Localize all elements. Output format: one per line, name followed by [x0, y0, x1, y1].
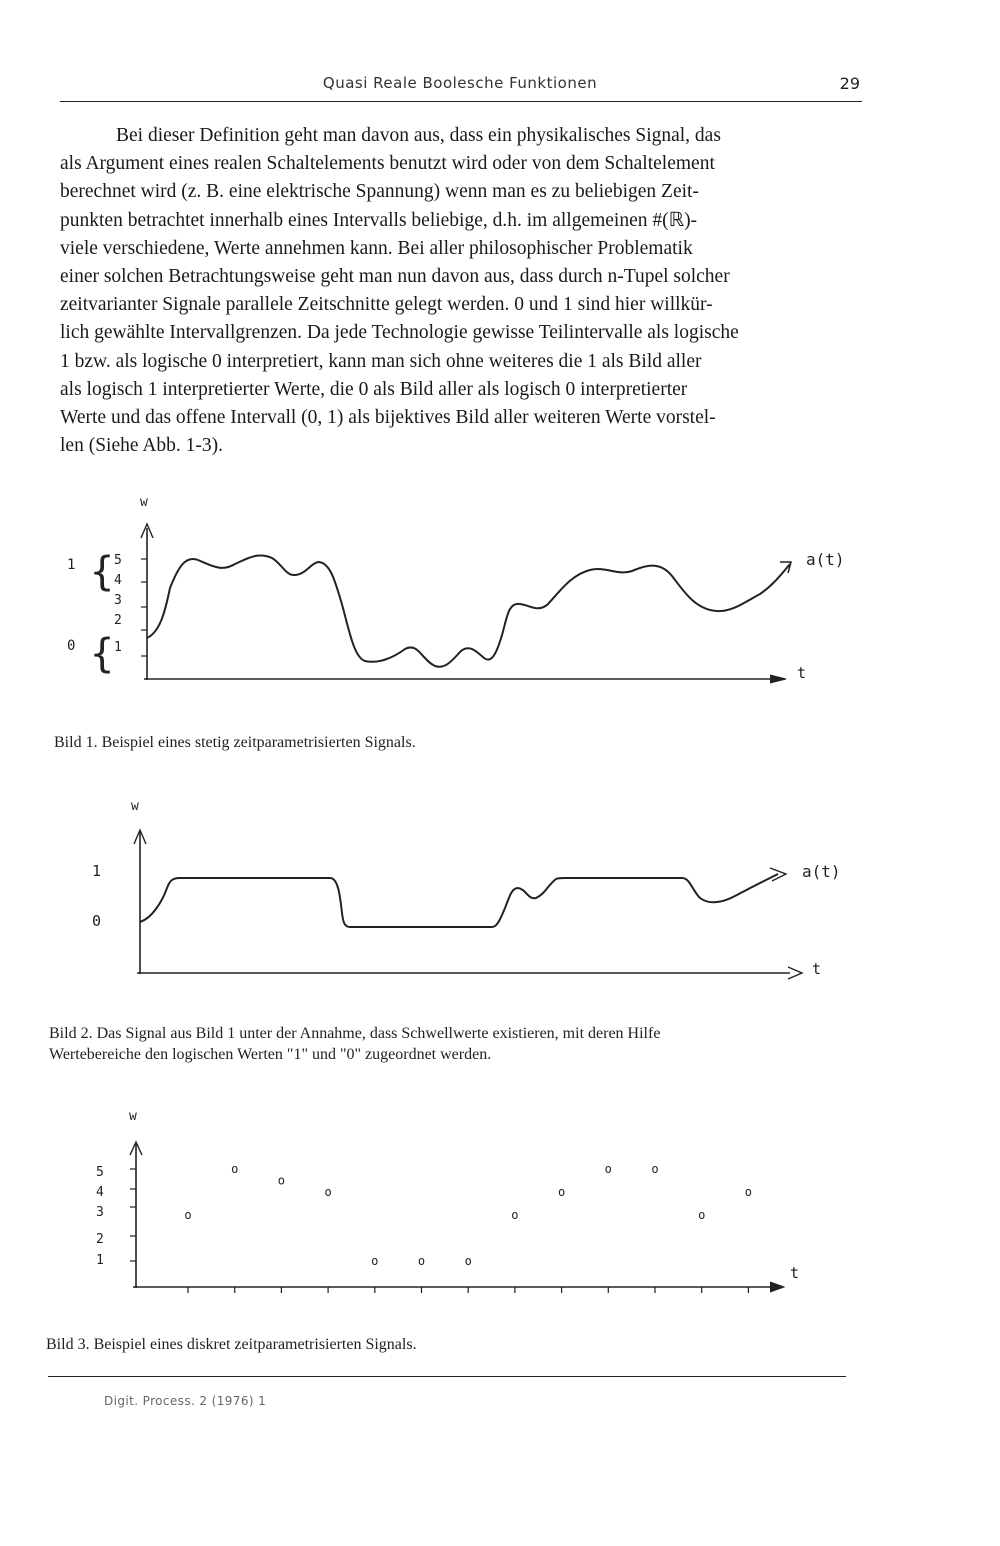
- fig3-tick-label: 2: [96, 1232, 104, 1247]
- header-rule: [60, 101, 862, 102]
- fig3-x-arrowhead: [770, 1282, 784, 1292]
- fig3-sample-point: o: [277, 1173, 286, 1188]
- fig2-x-axis-label: t: [812, 960, 822, 978]
- fig1-tick-label: 2: [114, 613, 122, 628]
- fig3-y-axis-label: w: [129, 1109, 137, 1124]
- fig3-sample-point: o: [464, 1254, 472, 1268]
- fig3-sample-point: o: [744, 1185, 753, 1199]
- fig3-tick-label: 1: [96, 1253, 104, 1268]
- fig3-tick-label: 4: [96, 1185, 104, 1200]
- body-paragraph: [60, 122, 860, 460]
- fig3-sample-point: o: [557, 1185, 566, 1199]
- fig2-level-label: 1: [92, 862, 102, 880]
- fig1-ticks: [141, 559, 147, 656]
- body-line: len (Siehe Abb. 1-3).: [60, 435, 224, 457]
- fig1-tick-label: 5: [114, 553, 122, 568]
- body-line: viele verschiedene, Werte annehmen kann. Bei aller philosophischer Problematik: [60, 237, 693, 259]
- fig1-signal-curve: [147, 556, 790, 667]
- fig1-brace-upper: {: [90, 549, 115, 595]
- body-line: Bei dieser Definition geht man davon aus, dass ein physikalisches Signal, das: [116, 125, 721, 146]
- fig3-sample-point: o: [324, 1185, 332, 1199]
- body-line: zeitvarianter Signale parallele Zeitschnitte gelegt werden. 0 und 1 sind hier willkür-: [60, 294, 713, 316]
- fig1-y-axis-label: w: [140, 495, 148, 510]
- fig1-group-label: 0: [67, 638, 76, 654]
- figure-2-threshold-signal: [0, 790, 1000, 990]
- body-line: berechnet wird (z. B. eine elektrische Spannung) wenn man es zu beliebigen Zeit-: [60, 181, 699, 203]
- fig3-sample-point: o: [417, 1254, 426, 1268]
- body-line: einer solchen Betrachtungsweise geht man nun davon aus, dass durch n-Tupel solcher: [60, 265, 730, 287]
- fig1-tick-label: 3: [114, 593, 122, 608]
- figure-3-discrete-signal: [0, 1100, 1000, 1310]
- fig3-sample-point: o: [698, 1208, 706, 1222]
- body-line: als logisch 1 interpretierter Werte, die 0 als Bild aller als logisch 0 interpretierter: [60, 378, 688, 400]
- fig3-sample-points: [184, 1162, 752, 1268]
- fig1-curve-label: a(t): [806, 550, 845, 569]
- figure-3-caption: Bild 3. Beispiel eines diskret zeitparametrisierten Signals.: [46, 1336, 417, 1353]
- fig2-curve-label: a(t): [802, 862, 841, 881]
- fig1-group-label: 1: [67, 557, 76, 573]
- fig2-signal-curve: [140, 874, 778, 927]
- fig3-sample-point: o: [184, 1208, 192, 1222]
- figure-1-continuous-signal: [0, 480, 1000, 700]
- figure-2-caption-line: Wertebereiche den logischen Werten "1" und "0" zugeordnet werden.: [49, 1046, 492, 1063]
- fig2-y-axis-label: w: [131, 799, 139, 814]
- fig1-tick-label: 1: [114, 640, 122, 655]
- fig1-tick-label: 4: [114, 573, 122, 588]
- fig1-brace-lower: {: [90, 631, 115, 677]
- fig3-tick-label: 5: [96, 1165, 104, 1180]
- fig2-x-arrowhead: [788, 967, 802, 979]
- page-number: 29: [839, 74, 860, 93]
- body-line: lich gewählte Intervallgrenzen. Da jede Technologie gewisse Teilintervalle als logische: [60, 322, 739, 344]
- fig3-y-ticks: [130, 1169, 136, 1261]
- fig3-x-axis-label: t: [790, 1264, 800, 1282]
- fig1-x-arrowhead: [770, 675, 786, 683]
- fig3-sample-point: o: [651, 1162, 659, 1176]
- running-title: Quasi Reale Boolesche Funktionen: [322, 74, 598, 92]
- figure-1-caption: Bild 1. Beispiel eines stetig zeitparametrisierten Signals.: [54, 734, 416, 751]
- figure-2-caption-line: Bild 2. Das Signal aus Bild 1 unter der Annahme, dass Schwellwerte existieren, mit deren Hilfe: [49, 1025, 661, 1042]
- footer-citation: Digit. Process. 2 (1976) 1: [104, 1394, 267, 1408]
- fig3-tick-label: 3: [96, 1205, 104, 1220]
- fig3-sample-point: o: [231, 1162, 239, 1176]
- fig3-sample-point: o: [511, 1208, 519, 1222]
- fig2-level-label: 0: [92, 912, 102, 930]
- fig3-sample-point: o: [371, 1254, 379, 1268]
- fig3-sample-point: o: [604, 1162, 612, 1176]
- body-line: 1 bzw. als logische 0 interpretiert, kann man sich ohne weiteres die 1 als Bild aller: [60, 350, 702, 372]
- body-line: punkten betrachtet innerhalb eines Intervalls beliebige, d.h. im allgemeinen #(ℝ)-: [60, 209, 698, 231]
- body-line: Werte und das offene Intervall (0, 1) als bijektives Bild aller weiteren Werte vorstel-: [60, 406, 716, 428]
- fig1-x-axis-label: t: [797, 664, 807, 682]
- body-line: als Argument eines realen Schaltelements benutzt wird oder von dem Schaltelement: [60, 153, 715, 175]
- footer-rule: [48, 1376, 846, 1377]
